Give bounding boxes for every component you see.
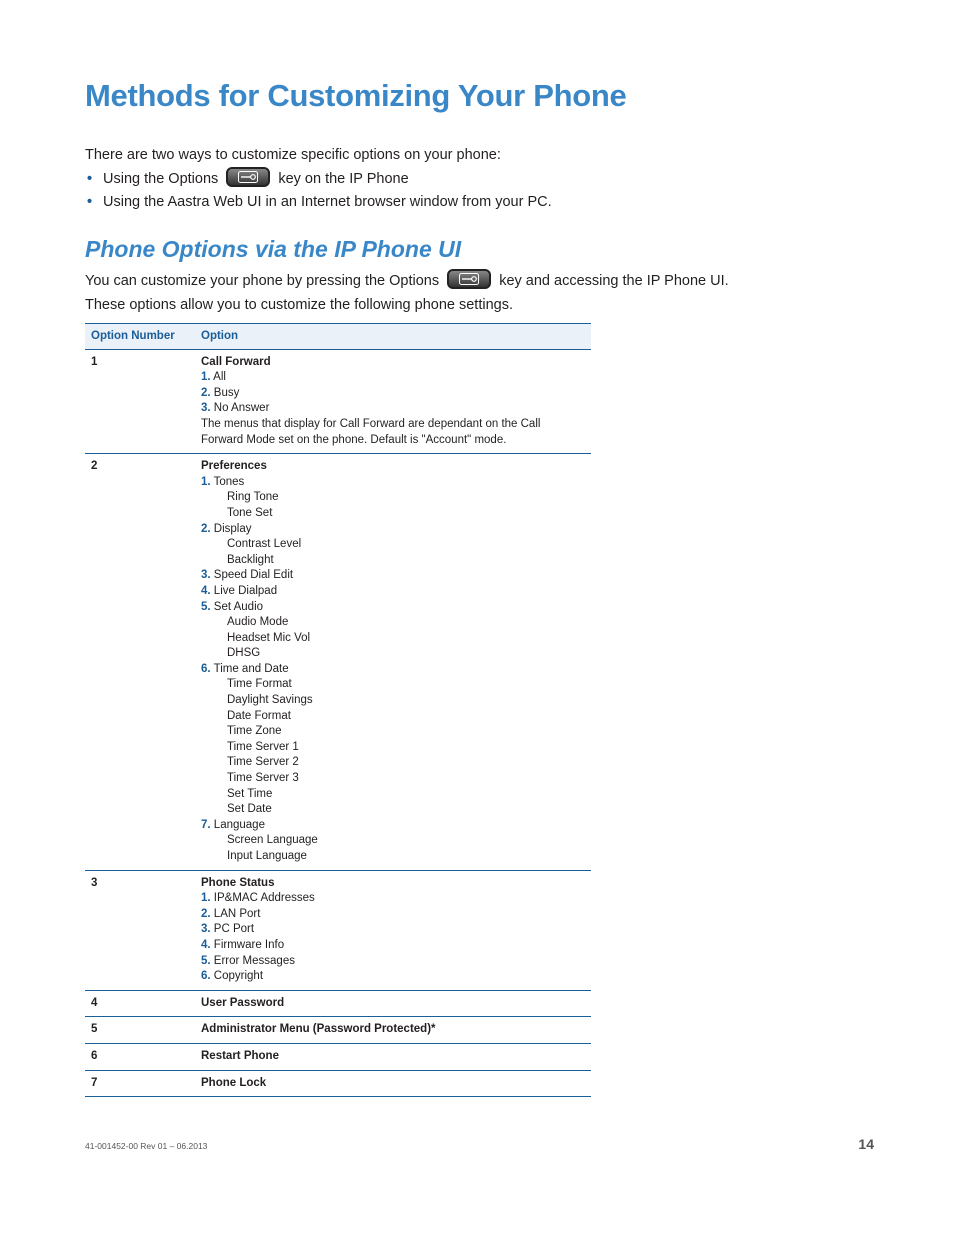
item-label: Language	[213, 818, 265, 831]
sub-item: Headset Mic Vol	[227, 631, 311, 644]
sub-item: Audio Mode	[227, 616, 289, 629]
item-number: 7.	[201, 818, 211, 831]
sub-item: Screen Language	[227, 834, 318, 847]
item-label: Busy	[213, 386, 240, 399]
option-title: Phone Lock	[201, 1076, 267, 1089]
option-item	[201, 938, 585, 954]
option-item	[201, 370, 585, 386]
sub-item: Set Time	[227, 787, 273, 800]
item-number: 1.	[201, 475, 211, 488]
option-item	[201, 907, 585, 923]
sub-item: Time Server 1	[227, 740, 299, 753]
option-title: Administrator Menu (Password Protected)*	[201, 1023, 436, 1036]
section-line: These options allow you to customize the following phone settings.	[85, 296, 513, 313]
sub-item: Date Format	[227, 709, 291, 722]
option-number: 3	[91, 876, 98, 889]
item-label: Firmware Info	[213, 938, 285, 951]
item-label: LAN Port	[213, 907, 261, 920]
item-label: Live Dialpad	[213, 584, 278, 597]
sub-item: Time Server 3	[227, 772, 299, 785]
options-table	[85, 323, 591, 1097]
list-item	[85, 191, 885, 215]
item-number: 5.	[201, 600, 211, 613]
item-label: IP&MAC Addresses	[213, 892, 315, 905]
item-number: 5.	[201, 954, 211, 967]
sub-item: DHSG	[227, 647, 261, 660]
table-row	[85, 1070, 591, 1097]
item-label: PC Port	[213, 923, 255, 936]
option-item	[201, 818, 585, 834]
intro-text: There are two ways to customize specific options on your phone:	[85, 147, 501, 163]
item-number: 3.	[201, 923, 211, 936]
item-label: No Answer	[213, 402, 270, 415]
option-item	[201, 600, 585, 616]
bullet-icon: •	[87, 170, 93, 187]
option-title: Phone Status	[201, 876, 275, 889]
item-number: 1.	[201, 892, 211, 905]
sub-item: Time Server 2	[227, 756, 299, 769]
item-number: 2.	[201, 522, 211, 535]
option-number: 7	[91, 1076, 98, 1089]
option-cell	[195, 1043, 591, 1070]
option-cell	[195, 1070, 591, 1097]
item-number: 4.	[201, 584, 211, 597]
bullet-text: Using the Aastra Web UI in an Internet browser window from your PC.	[103, 194, 552, 210]
item-number: 6.	[201, 970, 211, 983]
option-item	[201, 584, 585, 600]
page-number: 14	[858, 1136, 874, 1152]
option-item	[201, 954, 585, 970]
option-item	[201, 401, 585, 417]
options-key-icon	[447, 269, 491, 289]
sub-item: Backlight	[227, 553, 274, 566]
option-cell	[195, 454, 591, 870]
item-number: 4.	[201, 938, 211, 951]
option-title: Restart Phone	[201, 1049, 279, 1062]
options-key-icon	[226, 167, 270, 187]
option-number: 5	[91, 1023, 98, 1036]
item-label: Display	[213, 522, 252, 535]
option-item	[201, 386, 585, 402]
option-item	[201, 568, 585, 584]
table-row	[85, 870, 591, 990]
item-label: Speed Dial Edit	[213, 569, 294, 582]
item-number: 3.	[201, 402, 211, 415]
option-cell	[195, 990, 591, 1017]
option-item	[201, 891, 585, 907]
item-label: All	[213, 371, 226, 384]
option-item	[201, 522, 585, 538]
option-title: Preferences	[201, 460, 267, 473]
sub-item: Daylight Savings	[227, 694, 313, 707]
sub-item: Input Language	[227, 850, 307, 862]
bullet-icon: •	[87, 194, 93, 210]
option-number: 2	[91, 460, 98, 473]
sub-item: Set Date	[227, 803, 272, 816]
option-number: 4	[91, 996, 98, 1009]
document-code: 41-001452-00 Rev 01 – 06.2013	[85, 1141, 208, 1151]
table-body	[85, 349, 591, 1097]
option-number: 1	[91, 355, 98, 368]
section-title: Phone Options via the IP Phone UI	[85, 236, 462, 262]
item-label: Tones	[213, 475, 245, 488]
item-number: 2.	[201, 907, 211, 920]
column-header-number: Option Number	[91, 330, 175, 342]
table-row	[85, 454, 591, 870]
sub-item: Time Format	[227, 678, 292, 691]
option-title: User Password	[201, 996, 285, 1009]
bullet-text: key on the IP Phone	[278, 170, 409, 187]
list-item	[85, 168, 885, 192]
table-row	[85, 1017, 591, 1044]
section-text: You can customize your phone by pressing the Options	[85, 273, 440, 289]
sub-item: Time Zone	[227, 725, 282, 738]
page-title: Methods for Customizing Your Phone	[85, 78, 627, 113]
item-number: 6.	[201, 662, 211, 675]
option-note: The menus that display for Call Forward are dependant on the Call Forward Mode set on the phone. Default is "Account" mode.	[201, 417, 541, 446]
item-label: Copyright	[213, 970, 264, 983]
item-label: Time and Date	[213, 662, 289, 675]
option-item	[201, 475, 585, 491]
option-item	[201, 922, 585, 938]
section-text: key and accessing the IP Phone UI.	[499, 273, 729, 289]
table-row	[85, 1043, 591, 1070]
section-line	[85, 270, 905, 294]
sub-item: Contrast Level	[227, 538, 302, 551]
sub-item: Ring Tone	[227, 491, 279, 504]
sub-item: Tone Set	[227, 506, 273, 519]
item-number: 2.	[201, 386, 211, 399]
table-row	[85, 349, 591, 454]
option-number: 6	[91, 1049, 98, 1062]
table-row	[85, 990, 591, 1017]
method-list	[85, 168, 885, 215]
column-header-option: Option	[201, 330, 239, 342]
item-label: Error Messages	[213, 954, 295, 967]
intro-block	[85, 144, 885, 215]
option-cell	[195, 349, 591, 454]
option-cell	[195, 870, 591, 990]
item-number: 1.	[201, 371, 211, 384]
option-item	[201, 969, 585, 985]
item-label: Set Audio	[213, 600, 264, 613]
section-intro	[85, 270, 905, 317]
option-title: Call Forward	[201, 355, 271, 368]
option-cell	[195, 1017, 591, 1044]
bullet-text: Using the Options	[103, 170, 219, 187]
table-header-row	[85, 324, 591, 350]
item-number: 3.	[201, 569, 211, 582]
option-item	[201, 662, 585, 678]
